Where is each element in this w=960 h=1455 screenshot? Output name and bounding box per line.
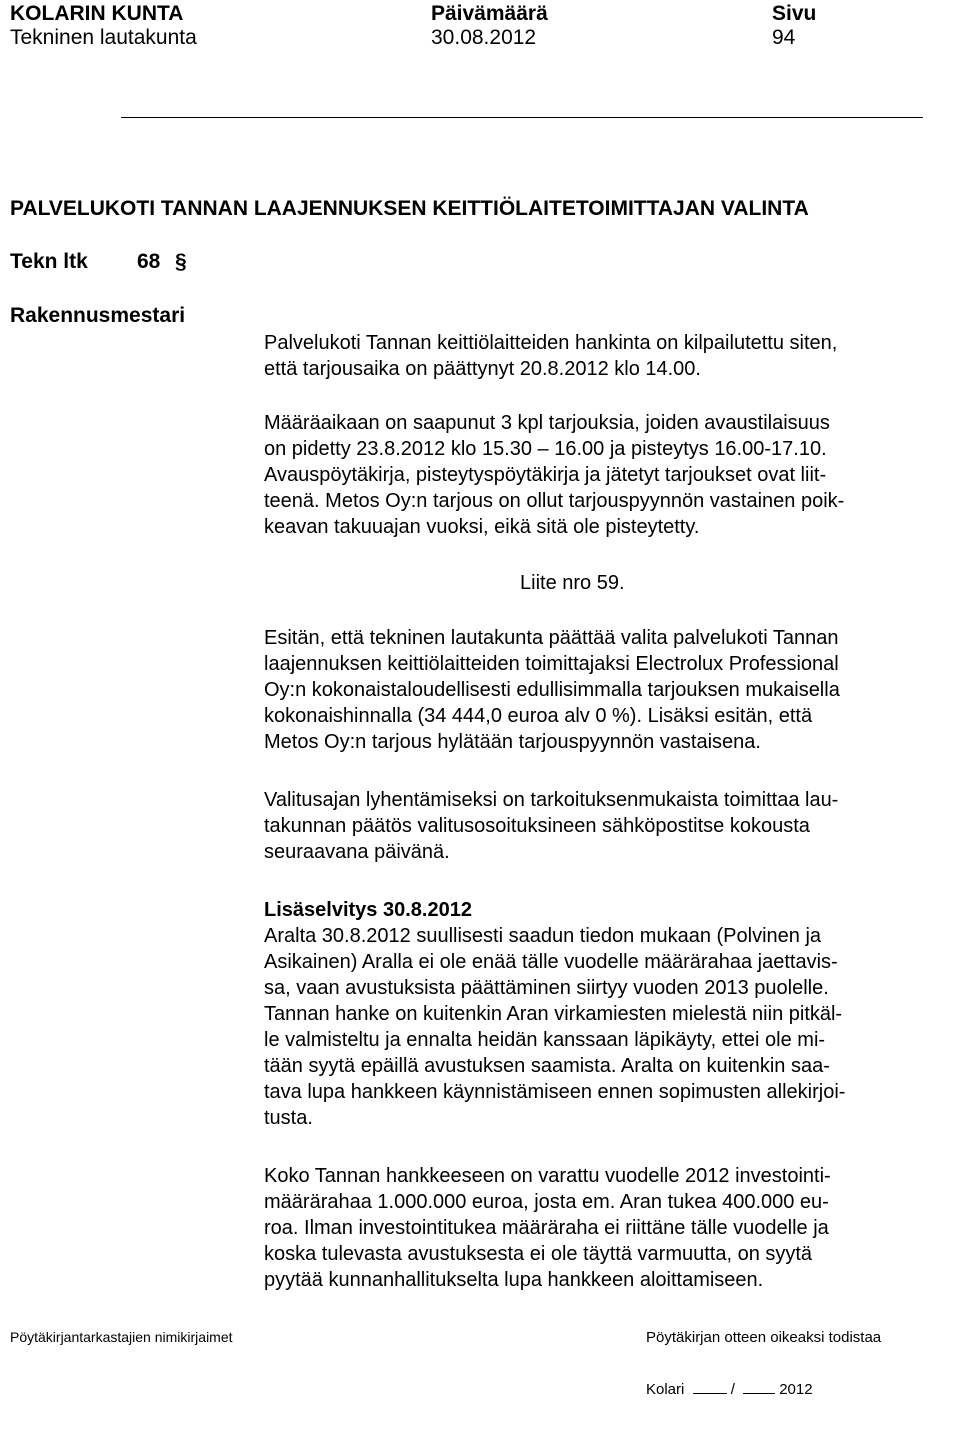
footer-signature-line [646, 1379, 813, 1398]
paragraph-line: koska tulevasta avustuksesta ei ole täyttä varmuutta, on syytä [264, 1243, 813, 1265]
footer-place: Kolari [646, 1381, 685, 1398]
paragraph-line: pyytää kunnanhallitukselta lupa hankkeen aloittamiseen. [264, 1269, 764, 1291]
paragraph-line: laajennuksen keittiölaitteiden toimittajaksi Electrolux Professional [264, 653, 839, 675]
page-number: 94 [772, 26, 796, 49]
paragraph-5 [264, 897, 944, 1131]
paragraph-line: Asikainen) Aralla ei ole enää tälle vuodelle määrärahaa jaettavis- [264, 951, 838, 973]
paragraph-line: että tarjousaika on päättynyt 20.8.2012 klo 14.00. [264, 358, 701, 380]
date-value: 30.08.2012 [431, 26, 537, 49]
paragraph-line: takunnan päätös valitusosoituksineen sähköpostitse kokousta [264, 815, 810, 837]
paragraph-line: keavan takuuajan vuoksi, eikä sitä ole pisteytetty. [264, 516, 700, 538]
day-blank [693, 1379, 727, 1394]
section-number: 68 [137, 250, 161, 273]
preparer-label: Rakennusmestari [10, 304, 186, 327]
paragraph-line: Oy:n kokonaistaloudellisesti edullisimmalla tarjouksen mukaisella [264, 679, 840, 701]
page-title: PALVELUKOTI TANNAN LAAJENNUKSEN KEITTIÖLAITETOIMITTAJAN VALINTA [10, 197, 809, 220]
attachment-note: Liite nro 59. [520, 572, 625, 594]
paragraph-2 [264, 410, 944, 540]
paragraph-line: on pidetty 23.8.2012 klo 15.30 – 16.00 ja pisteytys 16.00-17.10. [264, 438, 827, 460]
paragraph-line: Aralta 30.8.2012 suullisesti saadun tiedon mukaan (Polvinen ja [264, 925, 822, 947]
paragraph-line: kokonaishinnalla (34 444,0 euroa alv 0 %). Lisäksi esitän, että [264, 705, 813, 727]
paragraph-line: teenä. Metos Oy:n tarjous on ollut tarjouspyynnön vastainen poik- [264, 490, 845, 512]
paragraph-line: tään syytä epäillä avustuksen saamista. Aralta on kuitenkin saa- [264, 1055, 830, 1077]
paragraph-line: Esitän, että tekninen lautakunta päättää valita palvelukoti Tannan [264, 627, 839, 649]
paragraph-line: Tannan hanke on kuitenkin Aran virkamiesten mielestä niin pitkäl- [264, 1003, 843, 1025]
section-symbol: § [175, 250, 187, 273]
paragraph-4 [264, 787, 944, 865]
paragraph-line: Palvelukoti Tannan keittiölaitteiden hankinta on kilpailutettu siten, [264, 332, 838, 354]
org-name: KOLARIN KUNTA [10, 2, 184, 25]
paragraph-line: seuraavana päivänä. [264, 841, 450, 863]
paragraph-line: sa, vaan avustuksista päättäminen siirtyy vuoden 2013 puolelle. [264, 977, 829, 999]
paragraph-line: tava lupa hankkeen käynnistämiseen ennen sopimusten allekirjoi- [264, 1081, 846, 1103]
header-rule [121, 117, 923, 118]
paragraph-line: Määräaikaan on saapunut 3 kpl tarjouksia, joiden avaustilaisuus [264, 412, 830, 434]
paragraph-line: roa. Ilman investointitukea määräraha ei riittäne tälle vuodelle ja [264, 1217, 829, 1239]
paragraph-6 [264, 1163, 944, 1293]
footer-certify-label: Pöytäkirjan otteen oikeaksi todistaa [646, 1329, 882, 1346]
paragraph-3 [264, 625, 944, 755]
paragraph-line: le valmisteltu ja ennalta heidän kanssaan läpikäyty, ettei ole mi- [264, 1029, 826, 1051]
month-blank [743, 1379, 775, 1394]
paragraph-line: määrärahaa 1.000.000 euroa, josta em. Aran tukea 400.000 eu- [264, 1191, 829, 1213]
paragraph-1 [264, 330, 944, 382]
paragraph-line: Avauspöytäkirja, pisteytyspöytäkirja ja jätetyt tarjoukset ovat liit- [264, 464, 827, 486]
section-code: Tekn ltk [10, 250, 88, 273]
paragraph-line: tusta. [264, 1107, 313, 1129]
footer-slash: / [730, 1381, 735, 1398]
footer-initials-label: Pöytäkirjantarkastajien nimikirjaimet [10, 1329, 233, 1345]
paragraph-line: Valitusajan lyhentämiseksi on tarkoituksenmukaista toimittaa lau- [264, 789, 839, 811]
page-label: Sivu [772, 2, 817, 25]
committee-name: Tekninen lautakunta [10, 26, 197, 49]
paragraph-line: Koko Tannan hankkeeseen on varattu vuodelle 2012 investointi- [264, 1165, 831, 1187]
lisaselvitys-heading: Lisäselvitys 30.8.2012 [264, 899, 472, 921]
date-label: Päivämäärä [431, 2, 548, 25]
footer-year: 2012 [779, 1381, 813, 1398]
paragraph-line: Metos Oy:n tarjous hylätään tarjouspyynnön vastaisena. [264, 731, 761, 753]
